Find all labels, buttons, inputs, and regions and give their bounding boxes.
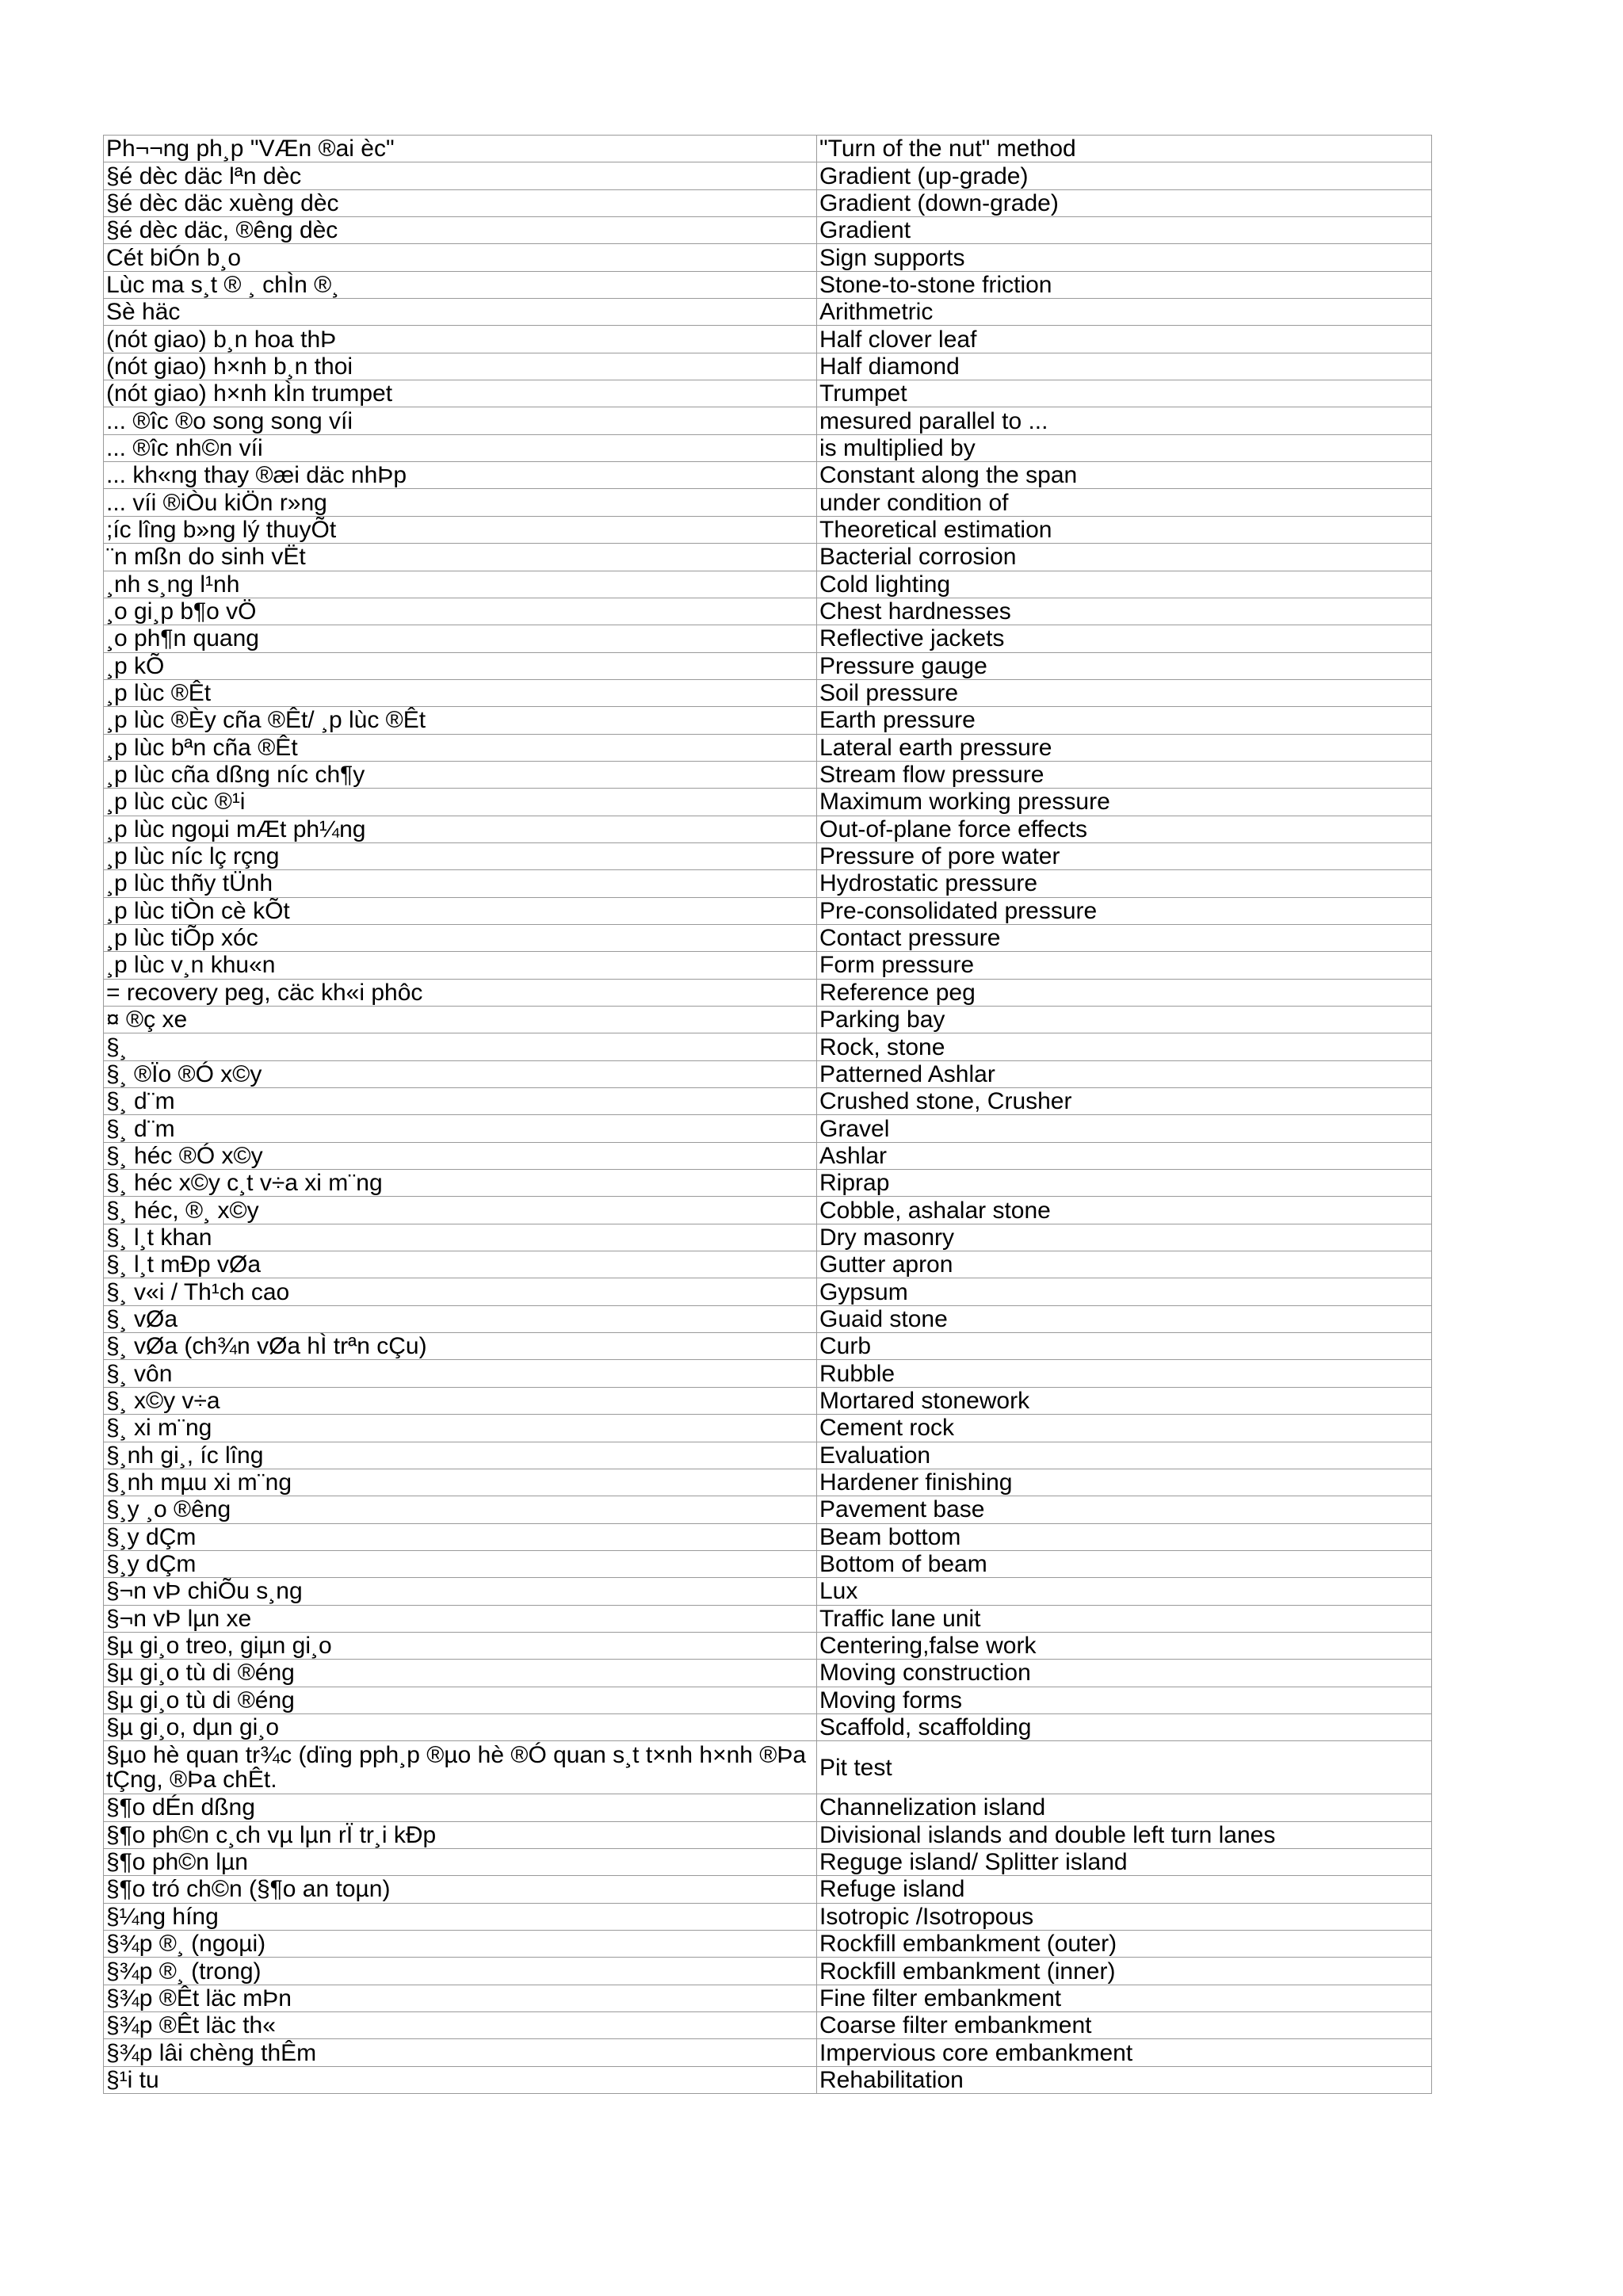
english-term-cell: Lateral earth pressure — [817, 734, 1432, 761]
table-row — [104, 652, 1432, 679]
english-term-cell: Gypsum — [817, 1278, 1432, 1305]
vietnamese-term-cell: ¸p lùc cùc ®¹i — [104, 789, 817, 816]
table-row — [104, 1985, 1432, 2011]
english-term-cell: Reguge island/ Splitter island — [817, 1848, 1432, 1875]
english-term-cell: Arithmetric — [817, 299, 1432, 326]
table-row — [104, 598, 1432, 625]
vietnamese-term-cell: ... ®îc nh©n víi — [104, 434, 817, 461]
table-row — [104, 734, 1432, 761]
vietnamese-term-cell: §¸ d¨m — [104, 1115, 817, 1142]
english-term-cell: Refuge island — [817, 1876, 1432, 1903]
english-term-cell: Reference peg — [817, 979, 1432, 1006]
english-term-cell: Ashlar — [817, 1142, 1432, 1169]
table-row — [104, 1033, 1432, 1060]
table-row — [104, 707, 1432, 734]
english-term-cell: Theoretical estimation — [817, 516, 1432, 543]
english-term-cell: Bottom of beam — [817, 1550, 1432, 1577]
table-row — [104, 1197, 1432, 1224]
english-term-cell: Half diamond — [817, 353, 1432, 380]
table-row — [104, 1224, 1432, 1251]
english-term-cell: Mortared stonework — [817, 1387, 1432, 1414]
english-term-cell: Centering,false work — [817, 1632, 1432, 1659]
vietnamese-term-cell: §¶o ph©n c¸ch vµ lµn rÏ tr¸i kÐp — [104, 1821, 817, 1848]
vietnamese-term-cell: §é dèc däc lªn dèc — [104, 162, 817, 189]
english-term-cell: Soil pressure — [817, 679, 1432, 706]
vietnamese-term-cell: §¼ng híng — [104, 1903, 817, 1930]
english-term-cell: Gutter apron — [817, 1251, 1432, 1278]
english-term-cell: Channelization island — [817, 1794, 1432, 1821]
table-row — [104, 1115, 1432, 1142]
vietnamese-term-cell: ¸p lùc v¸n khu«n — [104, 952, 817, 979]
table-row — [104, 1007, 1432, 1033]
english-term-cell: Divisional islands and double left turn lanes — [817, 1821, 1432, 1848]
table-row — [104, 952, 1432, 979]
english-term-cell: Hardener finishing — [817, 1469, 1432, 1496]
english-term-cell: Isotropic /Isotropous — [817, 1903, 1432, 1930]
table-row — [104, 462, 1432, 489]
vietnamese-term-cell: §¸y ¸o ®êng — [104, 1496, 817, 1523]
vietnamese-term-cell: ¸p lùc ®Èy cña ®Êt/ ¸p lùc ®Êt — [104, 707, 817, 734]
english-term-cell: Pavement base — [817, 1496, 1432, 1523]
vietnamese-term-cell: §¶o dÉn dßng — [104, 1794, 817, 1821]
vietnamese-term-cell: §µ gi¸o treo, giµn gi¸o — [104, 1632, 817, 1659]
table-row — [104, 1741, 1432, 1794]
vietnamese-term-cell: §¸ v«i / Th¹ch cao — [104, 1278, 817, 1305]
english-term-cell: Reflective jackets — [817, 625, 1432, 652]
table-row — [104, 1469, 1432, 1496]
english-term-cell: Dry masonry — [817, 1224, 1432, 1251]
table-row — [104, 571, 1432, 598]
vietnamese-term-cell: §¸ héc x©y c¸t v÷a xi m¨ng — [104, 1170, 817, 1197]
english-term-cell: Form pressure — [817, 952, 1432, 979]
vietnamese-term-cell: ¸p lùc tiÕp xóc — [104, 924, 817, 951]
table-row — [104, 162, 1432, 189]
table-row — [104, 1687, 1432, 1713]
english-term-cell: Rock, stone — [817, 1033, 1432, 1060]
vietnamese-term-cell: §¸ héc ®Ó x©y — [104, 1142, 817, 1169]
vietnamese-term-cell: §¸ l¸t mÐp vØa — [104, 1251, 817, 1278]
vietnamese-term-cell: §µ gi¸o tù di ®éng — [104, 1660, 817, 1687]
english-term-cell: Cold lighting — [817, 571, 1432, 598]
table-row — [104, 1360, 1432, 1387]
vietnamese-term-cell: ;íc lîng b»ng lý thuyÕt — [104, 516, 817, 543]
english-term-cell: Stone-to-stone friction — [817, 271, 1432, 298]
vietnamese-term-cell: ¸p lùc ®Êt — [104, 679, 817, 706]
table-row — [104, 1821, 1432, 1848]
table-row — [104, 789, 1432, 816]
table-row — [104, 897, 1432, 924]
english-term-cell: Scaffold, scaffolding — [817, 1713, 1432, 1740]
english-term-cell: Pressure of pore water — [817, 842, 1432, 869]
table-row — [104, 1958, 1432, 1985]
vietnamese-term-cell: §¸ x©y v÷a — [104, 1387, 817, 1414]
vietnamese-term-cell: §¸ l¸t khan — [104, 1224, 817, 1251]
english-term-cell: Cobble, ashalar stone — [817, 1197, 1432, 1224]
table-row — [104, 380, 1432, 407]
english-term-cell: Sign supports — [817, 244, 1432, 271]
table-row — [104, 271, 1432, 298]
table-row — [104, 136, 1432, 162]
english-term-cell: Cement rock — [817, 1415, 1432, 1442]
table-row — [104, 679, 1432, 706]
english-term-cell: under condition of — [817, 489, 1432, 516]
vietnamese-term-cell: ... víi ®iÒu kiÖn r»ng — [104, 489, 817, 516]
vietnamese-term-cell: §¸ héc, ®¸ x©y — [104, 1197, 817, 1224]
table-row — [104, 1170, 1432, 1197]
vietnamese-term-cell: §¾p ®¸ (ngoµi) — [104, 1931, 817, 1958]
table-row — [104, 434, 1432, 461]
table-row — [104, 816, 1432, 842]
english-term-cell: Moving forms — [817, 1687, 1432, 1713]
table-row — [104, 1088, 1432, 1115]
english-term-cell: Contact pressure — [817, 924, 1432, 951]
vietnamese-term-cell: §¸nh mµu xi m¨ng — [104, 1469, 817, 1496]
vietnamese-term-cell: §¸ d¨m — [104, 1088, 817, 1115]
table-row — [104, 1713, 1432, 1740]
table-row — [104, 1605, 1432, 1632]
vietnamese-term-cell: ¸nh s¸ng l¹nh — [104, 571, 817, 598]
vietnamese-term-cell: = recovery peg, cäc kh«i phôc — [104, 979, 817, 1006]
english-term-cell: Bacterial corrosion — [817, 544, 1432, 571]
english-term-cell: Riprap — [817, 1170, 1432, 1197]
english-term-cell: Guaid stone — [817, 1305, 1432, 1332]
vietnamese-term-cell: ¸p lùc thñy tÜnh — [104, 870, 817, 897]
table-row — [104, 1305, 1432, 1332]
vietnamese-term-cell: Lùc ma s¸t ® ¸ chÌn ®¸ — [104, 271, 817, 298]
table-row — [104, 1333, 1432, 1360]
table-row — [104, 1060, 1432, 1087]
table-row — [104, 407, 1432, 434]
table-row — [104, 1550, 1432, 1577]
table-row — [104, 842, 1432, 869]
table-row — [104, 217, 1432, 244]
english-term-cell: Rehabilitation — [817, 2066, 1432, 2093]
vietnamese-term-cell: §¸ vôn — [104, 1360, 817, 1387]
table-row — [104, 979, 1432, 1006]
english-term-cell: Earth pressure — [817, 707, 1432, 734]
vietnamese-term-cell: §¸y dÇm — [104, 1550, 817, 1577]
english-term-cell: mesured parallel to ... — [817, 407, 1432, 434]
vietnamese-term-cell: Sè häc — [104, 299, 817, 326]
vietnamese-term-cell: §¸ vØa — [104, 1305, 817, 1332]
table-row — [104, 1496, 1432, 1523]
vietnamese-term-cell: §¾p ®Êt läc mÞn — [104, 1985, 817, 2011]
vietnamese-term-cell: ¸p lùc bªn cña ®Êt — [104, 734, 817, 761]
table-row — [104, 1794, 1432, 1821]
vietnamese-term-cell: §¸ xi m¨ng — [104, 1415, 817, 1442]
english-term-cell: Beam bottom — [817, 1523, 1432, 1550]
vietnamese-term-cell: ¸p kÕ — [104, 652, 817, 679]
english-term-cell: Curb — [817, 1333, 1432, 1360]
table-row — [104, 544, 1432, 571]
english-term-cell: Out-of-plane force effects — [817, 816, 1432, 842]
english-term-cell: Moving construction — [817, 1660, 1432, 1687]
vietnamese-term-cell: §¸y dÇm — [104, 1523, 817, 1550]
vietnamese-term-cell: ... kh«ng thay ®æi däc nhÞp — [104, 462, 817, 489]
english-term-cell: Impervious core embankment — [817, 2039, 1432, 2066]
vietnamese-term-cell: §é dèc däc, ®êng dèc — [104, 217, 817, 244]
vietnamese-term-cell: ¸p lùc níc lç rçng — [104, 842, 817, 869]
english-term-cell: Fine filter embankment — [817, 1985, 1432, 2011]
vietnamese-term-cell: §¬n vÞ chiÕu s¸ng — [104, 1578, 817, 1605]
vietnamese-term-cell: (nót giao) h×nh b¸n thoi — [104, 353, 817, 380]
vietnamese-term-cell: §¾p ®¸ (trong) — [104, 1958, 817, 1985]
english-term-cell: Constant along the span — [817, 462, 1432, 489]
vietnamese-term-cell: (nót giao) b¸n hoa thÞ — [104, 326, 817, 353]
table-row — [104, 1278, 1432, 1305]
vietnamese-term-cell: ¸p lùc tiÒn cè kÕt — [104, 897, 817, 924]
english-term-cell: is multiplied by — [817, 434, 1432, 461]
vietnamese-term-cell: §µ gi¸o tù di ®éng — [104, 1687, 817, 1713]
english-term-cell: Gradient — [817, 217, 1432, 244]
english-term-cell: Pit test — [817, 1741, 1432, 1794]
vietnamese-term-cell: §é dèc däc xuèng dèc — [104, 189, 817, 216]
vietnamese-term-cell: Ph¬¬ng ph¸p "VÆn ®ai èc" — [104, 136, 817, 162]
table-row — [104, 1931, 1432, 1958]
english-term-cell: Maximum working pressure — [817, 789, 1432, 816]
table-row — [104, 1578, 1432, 1605]
table-row — [104, 1632, 1432, 1659]
vietnamese-term-cell: Cét biÓn b¸o — [104, 244, 817, 271]
english-term-cell: Traffic lane unit — [817, 1605, 1432, 1632]
vietnamese-term-cell: ¸p lùc cña dßng níc ch¶y — [104, 761, 817, 788]
english-term-cell: "Turn of the nut" method — [817, 136, 1432, 162]
english-term-cell: Half clover leaf — [817, 326, 1432, 353]
table-row — [104, 1523, 1432, 1550]
vietnamese-term-cell: §¸ ®Ïo ®Ó x©y — [104, 1060, 817, 1087]
vietnamese-term-cell: §¶o tró ch©n (§¶o an toµn) — [104, 1876, 817, 1903]
vietnamese-term-cell: ... ®îc ®o song song víi — [104, 407, 817, 434]
english-term-cell: Pressure gauge — [817, 652, 1432, 679]
table-row — [104, 870, 1432, 897]
vietnamese-term-cell: §¶o ph©n lµn — [104, 1848, 817, 1875]
english-term-cell: Crushed stone, Crusher — [817, 1088, 1432, 1115]
table-row — [104, 326, 1432, 353]
english-term-cell: Coarse filter embankment — [817, 2012, 1432, 2039]
table-row — [104, 1251, 1432, 1278]
table-row — [104, 1387, 1432, 1414]
table-row — [104, 1442, 1432, 1469]
table-row — [104, 761, 1432, 788]
vietnamese-term-cell: (nót giao) h×nh kÌn trumpet — [104, 380, 817, 407]
glossary-table — [103, 135, 1432, 2094]
vietnamese-term-cell: ¸p lùc ngoµi mÆt ph¼ng — [104, 816, 817, 842]
english-term-cell: Pre-consolidated pressure — [817, 897, 1432, 924]
english-term-cell: Rockfill embankment (outer) — [817, 1931, 1432, 1958]
vietnamese-term-cell: §¹i tu — [104, 2066, 817, 2093]
vietnamese-term-cell: §¸nh gi¸, íc lîng — [104, 1442, 817, 1469]
glossary-table-body — [104, 136, 1432, 2094]
table-row — [104, 625, 1432, 652]
table-row — [104, 2066, 1432, 2093]
english-term-cell: Rubble — [817, 1360, 1432, 1387]
table-row — [104, 1903, 1432, 1930]
english-term-cell: Parking bay — [817, 1007, 1432, 1033]
table-row — [104, 2012, 1432, 2039]
vietnamese-term-cell: §µo hè quan tr¾c (dïng pph¸p ®µo hè ®Ó quan s¸t t×nh h×nh ®Þa tÇng, ®Þa chÊt. — [104, 1741, 817, 1794]
english-term-cell: Evaluation — [817, 1442, 1432, 1469]
english-term-cell: Lux — [817, 1578, 1432, 1605]
table-row — [104, 1415, 1432, 1442]
vietnamese-term-cell: ¸o ph¶n quang — [104, 625, 817, 652]
english-term-cell: Stream flow pressure — [817, 761, 1432, 788]
vietnamese-term-cell: §¬n vÞ lµn xe — [104, 1605, 817, 1632]
table-row — [104, 1660, 1432, 1687]
vietnamese-term-cell: §¸ vØa (ch¾n vØa hÌ trªn cÇu) — [104, 1333, 817, 1360]
table-row — [104, 1848, 1432, 1875]
table-row — [104, 244, 1432, 271]
vietnamese-term-cell: ¸o gi¸p b¶o vÖ — [104, 598, 817, 625]
table-row — [104, 516, 1432, 543]
table-row — [104, 1876, 1432, 1903]
table-row — [104, 299, 1432, 326]
vietnamese-term-cell: §¾p lâi chèng thÊm — [104, 2039, 817, 2066]
vietnamese-term-cell: §µ gi¸o, dµn gi¸o — [104, 1713, 817, 1740]
table-row — [104, 1142, 1432, 1169]
english-term-cell: Rockfill embankment (inner) — [817, 1958, 1432, 1985]
english-term-cell: Gradient (down-grade) — [817, 189, 1432, 216]
english-term-cell: Hydrostatic pressure — [817, 870, 1432, 897]
english-term-cell: Gravel — [817, 1115, 1432, 1142]
table-row — [104, 353, 1432, 380]
table-row — [104, 489, 1432, 516]
vietnamese-term-cell: §¾p ®Êt läc th« — [104, 2012, 817, 2039]
english-term-cell: Gradient (up-grade) — [817, 162, 1432, 189]
vietnamese-term-cell: ¤ ®ç xe — [104, 1007, 817, 1033]
table-row — [104, 924, 1432, 951]
english-term-cell: Chest hardnesses — [817, 598, 1432, 625]
vietnamese-term-cell: §¸ — [104, 1033, 817, 1060]
table-row — [104, 189, 1432, 216]
english-term-cell: Patterned Ashlar — [817, 1060, 1432, 1087]
table-row — [104, 2039, 1432, 2066]
vietnamese-term-cell: ¨n mßn do sinh vËt — [104, 544, 817, 571]
english-term-cell: Trumpet — [817, 380, 1432, 407]
